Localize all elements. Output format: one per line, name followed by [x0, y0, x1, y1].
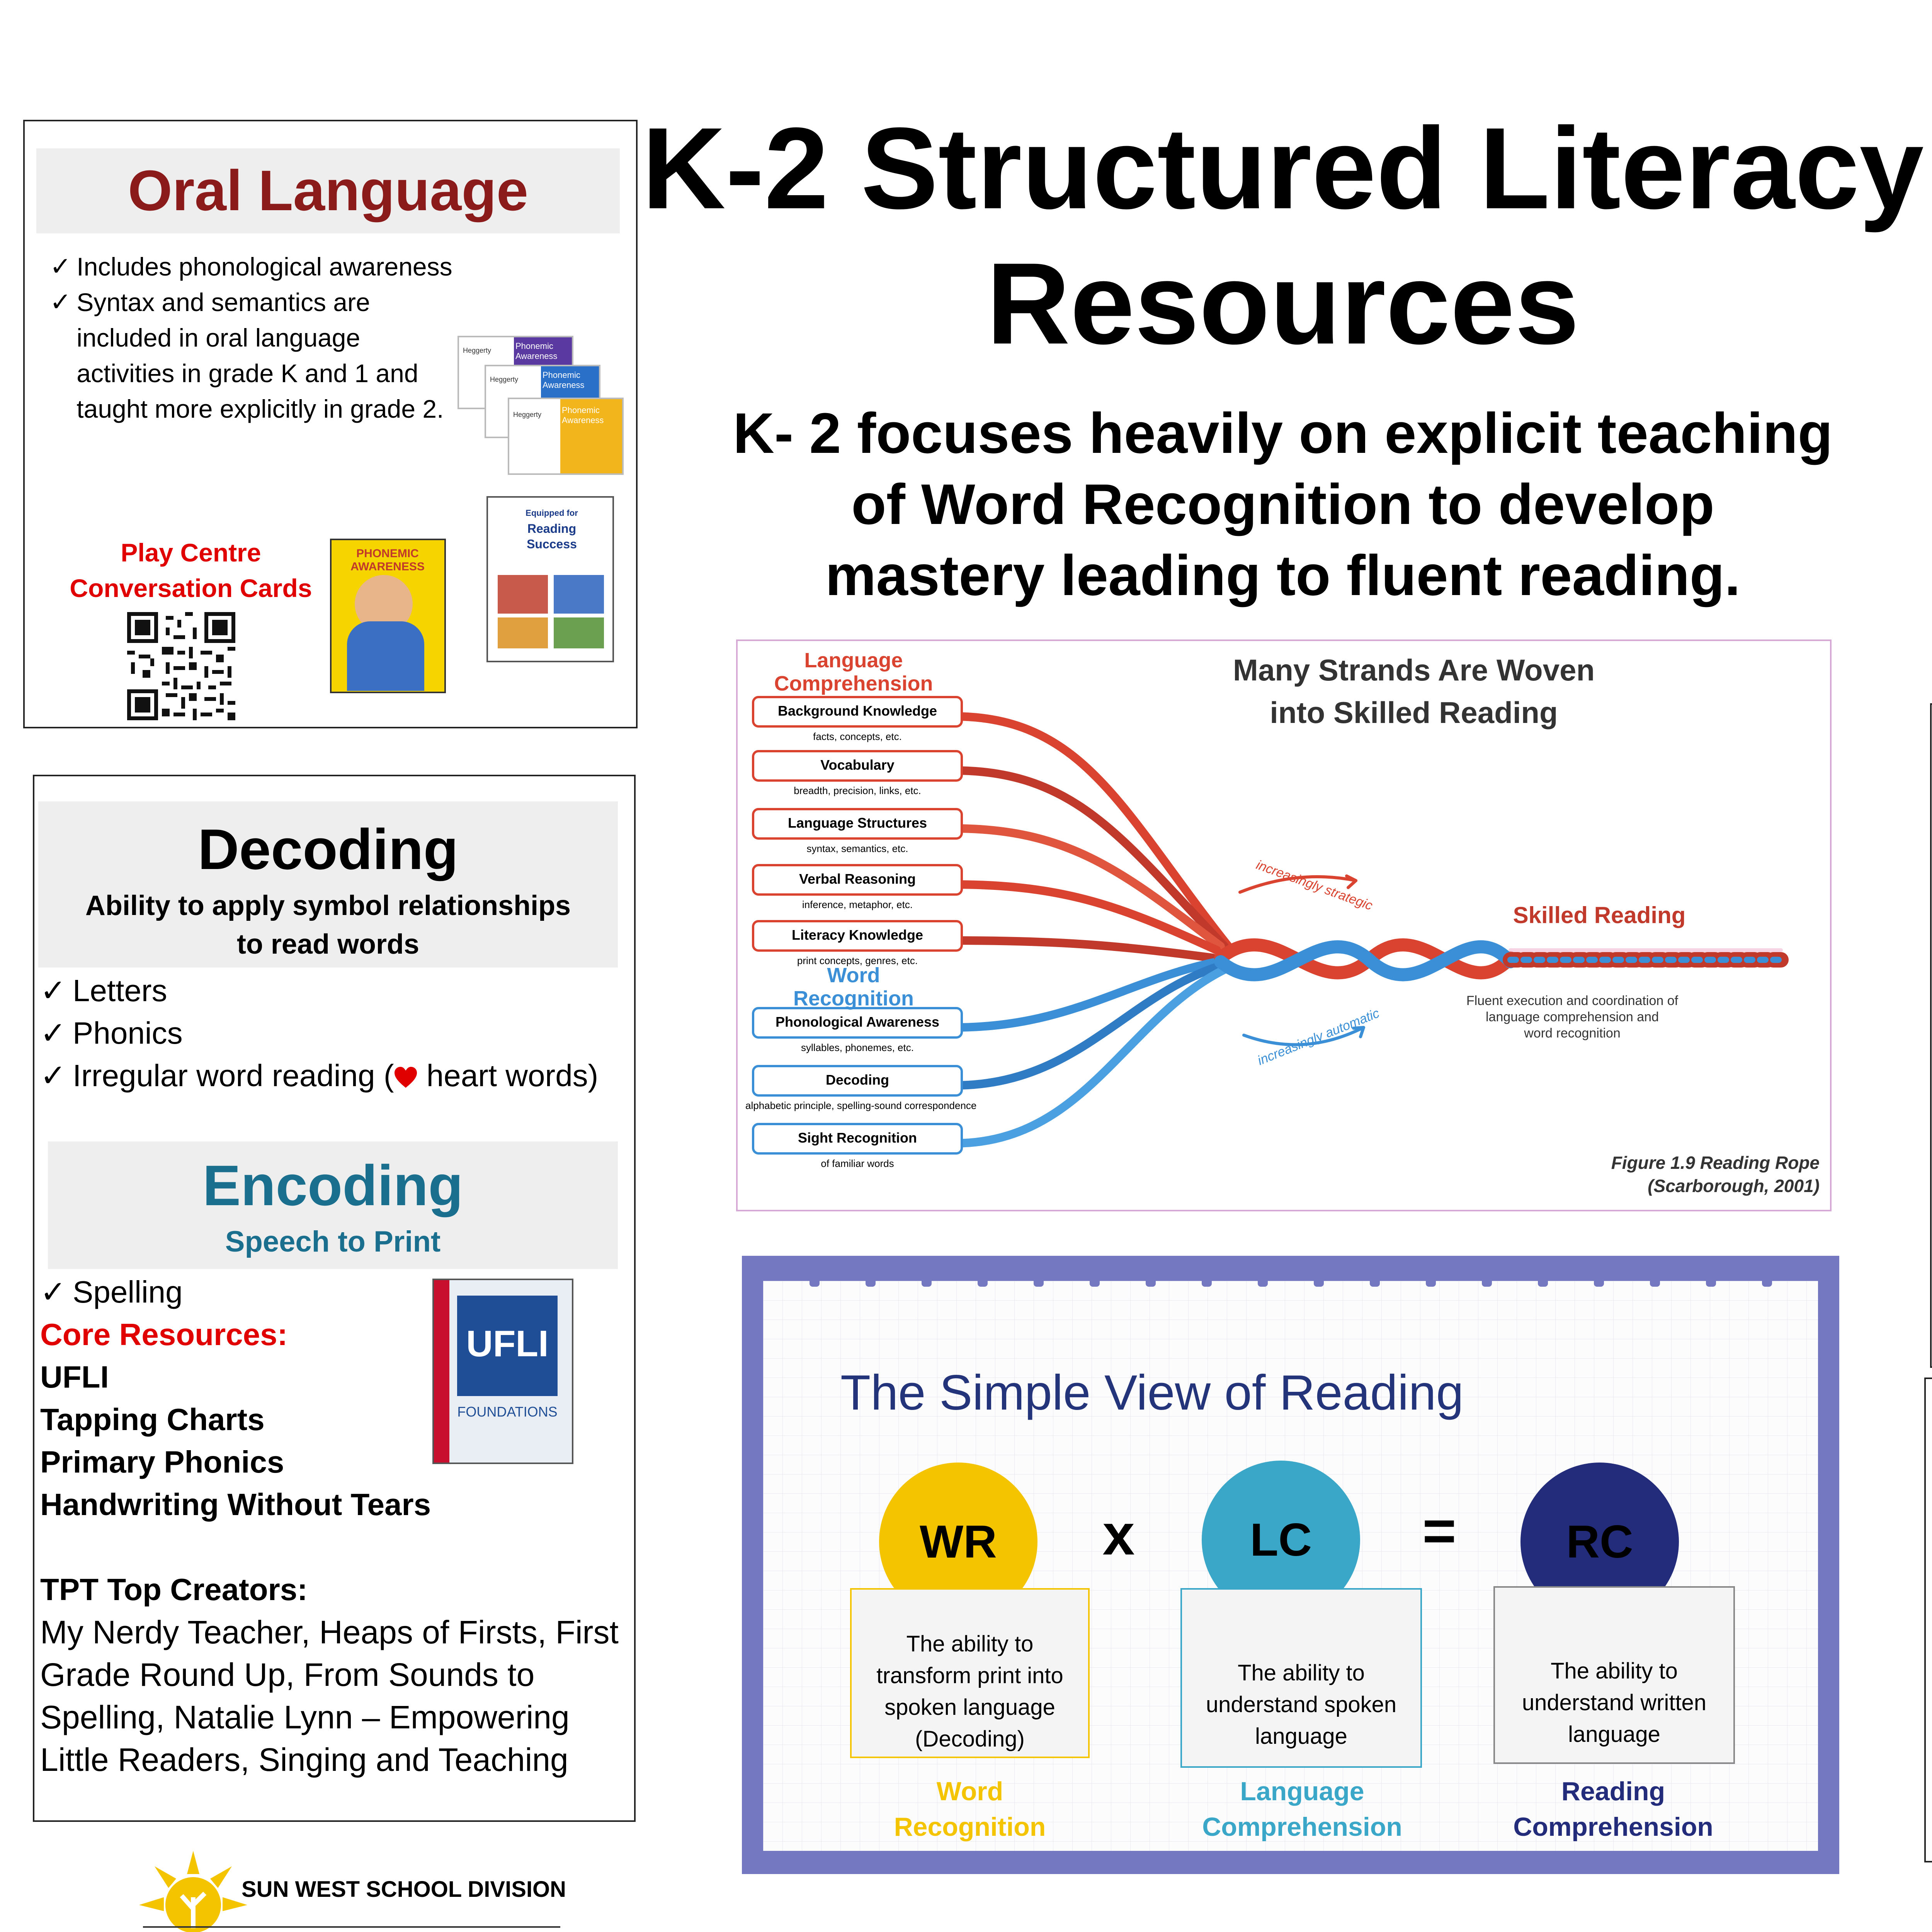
decoding-subheading-line2: to read words — [236, 929, 420, 960]
rope-strand — [753, 815, 962, 831]
heggerty-book-brand: Heggerty — [490, 376, 519, 383]
sun-west-logo-text: SUN WEST SCHOOL DIVISION — [242, 1877, 566, 1902]
rope-figure-caption-line1: Figure 1.9 Reading Rope — [1611, 1153, 1820, 1173]
wr-description — [850, 1588, 1090, 1758]
core-resources-label: Core Resources: — [40, 1317, 288, 1352]
equipped-reading-success-book — [486, 496, 614, 662]
rope-title-line1: Many Strands Are Woven — [1233, 653, 1595, 687]
rope-strand-note: inference, metaphor, etc. — [802, 899, 913, 910]
rope-strand-name: Sight Recognition — [798, 1130, 917, 1146]
rope-skilled-note — [1425, 993, 1719, 1041]
heggerty-book-brand: Heggerty — [513, 411, 542, 418]
rc-label-line1: Reading — [1561, 1777, 1665, 1806]
rc-label-line2: Comprehension — [1513, 1812, 1713, 1842]
core-resource-item: Tapping Charts — [40, 1402, 265, 1437]
page-subtitle-line3: mastery leading to fluent reading. — [825, 544, 1741, 607]
play-centre-label — [40, 535, 342, 606]
reading-comprehension-panel — [1930, 703, 1932, 1368]
wr-desc-line4: (Decoding) — [915, 1726, 1025, 1752]
heggerty-book-yellow — [508, 398, 624, 475]
rc-label — [1470, 1774, 1756, 1845]
rope-strand — [753, 1014, 962, 1030]
reading-rope-figure — [736, 639, 1832, 1211]
rope-strand-name: Background Knowledge — [777, 703, 937, 719]
rope-skilled-label: Skilled Reading — [1513, 902, 1686, 928]
ufli-sub-text: FOUNDATIONS — [457, 1404, 558, 1420]
wr-desc-line2: transform print into — [876, 1663, 1063, 1688]
rope-automatic-label: increasingly automatic — [1255, 1005, 1382, 1068]
rope-strategic-label: increasingly strategic — [1254, 857, 1375, 913]
rc-description — [1493, 1586, 1735, 1764]
equipped-book-line3: Success — [527, 537, 577, 551]
wr-desc-line3: spoken language — [884, 1695, 1055, 1720]
times-sign: x — [1102, 1502, 1135, 1567]
rope-strand-name: Verbal Reasoning — [799, 871, 916, 887]
assessment-panel — [1924, 1378, 1932, 1862]
heggerty-book-title: Phonemic Awareness — [562, 405, 604, 425]
core-resources — [40, 1313, 465, 1526]
rc-desc-line3: language — [1568, 1722, 1660, 1747]
page-subtitle-line1: K- 2 focuses heavily on explicit teaching — [733, 401, 1833, 465]
equipped-book-title — [496, 505, 608, 552]
lc-label-line1: Language — [1240, 1777, 1364, 1806]
rc-desc-line2: understand written — [1522, 1690, 1707, 1715]
simple-view-frame — [742, 1256, 1839, 1874]
rope-skilled-note-line2: language comprehension and — [1485, 1010, 1659, 1024]
phonemic-awareness-book-title: PHONEMIC AWARENESS — [350, 547, 425, 573]
rc-desc-line1: The ability to — [1551, 1658, 1678, 1684]
encoding-heading: Encoding — [202, 1154, 463, 1218]
rope-strand-note: syntax, semantics, etc. — [806, 843, 908, 854]
decoding-list — [40, 969, 620, 1097]
rope-figure-caption-line2: (Scarborough, 2001) — [1648, 1176, 1820, 1196]
decoding-heading: Decoding — [197, 818, 459, 881]
qr-code-icon[interactable] — [127, 612, 235, 720]
oral-language-heading: Oral Language — [36, 148, 620, 233]
simple-view-card — [763, 1281, 1818, 1851]
rope-strand-note: alphabetic principle, spelling-sound correspondence — [745, 1100, 977, 1111]
decoding-subheading — [38, 886, 618, 964]
rope-strand-note: breadth, precision, links, etc. — [794, 785, 921, 796]
rope-title-line2: into Skilled Reading — [1270, 696, 1558, 730]
heggerty-book-brand: Heggerty — [463, 347, 492, 354]
decoding-encoding-panel — [33, 775, 636, 1822]
wr-label-line2: Recognition — [894, 1812, 1046, 1842]
decoding-item-irregular — [40, 1054, 620, 1097]
lc-desc-line2: understand spoken — [1206, 1692, 1397, 1717]
wr-circle: WR — [879, 1463, 1037, 1621]
irregular-text-pre: Irregular word reading ( — [73, 1058, 394, 1093]
play-centre-line1: Play Centre — [121, 538, 261, 567]
rope-strand-name: Phonological Awareness — [775, 1014, 940, 1030]
tpt-creators: My Nerdy Teacher, Heaps of Firsts, First Grade Round Up, From Sounds to Spelling, Natalie Lynn – Empowering Little Readers, Singing and Teaching — [40, 1614, 619, 1778]
encoding-heading-box — [48, 1141, 618, 1269]
heggerty-book-title: Phonemic Awareness — [543, 370, 585, 390]
rope-strand-note: print concepts, genres, etc. — [797, 955, 918, 966]
rope-strand — [753, 757, 962, 773]
rope-strand — [753, 871, 962, 887]
wr-desc-line1: The ability to — [906, 1631, 1034, 1656]
lc-label-line2: Comprehension — [1202, 1812, 1402, 1842]
equipped-book-line2: Reading — [527, 522, 577, 536]
rope-skilled-note-line1: Fluent execution and coordination of — [1466, 993, 1679, 1008]
phonemic-awareness-book — [330, 539, 446, 693]
rope-lc-label — [761, 649, 946, 695]
lc-circle: LC — [1202, 1461, 1360, 1619]
wr-label — [840, 1774, 1099, 1845]
rope-lc-label-line2: Comprehension — [774, 672, 933, 695]
lc-description — [1180, 1588, 1422, 1768]
rope-wr-label — [761, 964, 946, 1010]
decoding-item: ✓ Phonics — [40, 1012, 620, 1054]
rope-strand-name: Literacy Knowledge — [791, 927, 923, 943]
equipped-book-line1: Equipped for — [526, 508, 578, 518]
page-title — [634, 100, 1932, 371]
wr-label-line1: Word — [936, 1777, 1003, 1806]
rope-strand — [753, 1072, 962, 1088]
encoding-item: ✓ Spelling — [40, 1271, 427, 1313]
oral-language-list — [50, 249, 459, 427]
rope-wr-label-line1: Word — [827, 964, 880, 987]
decoding-item: ✓ Letters — [40, 969, 620, 1012]
decoding-heading-box — [38, 801, 618, 968]
rope-strand-note: syllables, phonemes, etc. — [801, 1042, 914, 1053]
rope-strand-name: Language Structures — [787, 815, 927, 831]
oral-language-item: ✓ Includes phonological awareness — [50, 249, 459, 284]
lc-label — [1161, 1774, 1443, 1845]
rope-wr-label-line2: Recognition — [793, 987, 914, 1010]
rope-strand-name: Decoding — [825, 1072, 889, 1088]
rope-title — [1143, 649, 1684, 734]
page-subtitle — [657, 398, 1909, 611]
core-resource-item: Primary Phonics — [40, 1445, 284, 1479]
rope-strand — [753, 927, 962, 943]
equals-sign: = — [1422, 1498, 1456, 1563]
rc-circle: RC — [1520, 1463, 1679, 1621]
encoding-list — [40, 1271, 427, 1313]
rope-strand-note: facts, concepts, etc. — [813, 731, 902, 742]
oral-language-panel — [23, 120, 638, 728]
rope-strand — [753, 703, 962, 719]
ufli-foundations-book — [432, 1279, 573, 1464]
decoding-subheading-line1: Ability to apply symbol relationships — [85, 890, 571, 921]
ufli-logo-text: UFLI — [466, 1323, 549, 1364]
rope-skilled-note-line3: word recognition — [1524, 1026, 1621, 1041]
irregular-text-post: heart words) — [418, 1058, 599, 1093]
logo-underline — [143, 1926, 560, 1928]
lc-desc-line1: The ability to — [1238, 1660, 1365, 1685]
page-subtitle-line2: of Word Recognition to develop — [851, 473, 1714, 536]
page-title-line2: Resources — [986, 238, 1580, 368]
page-title-line1: K-2 Structured Literacy — [642, 103, 1924, 233]
tpt-label: TPT Top Creators: — [40, 1572, 308, 1607]
rope-strand-name: Vocabulary — [820, 757, 895, 773]
rope-figure-caption — [1530, 1151, 1820, 1197]
rope-strand — [753, 1130, 962, 1146]
play-centre-line2: Conversation Cards — [70, 574, 312, 602]
rope-lc-label-line1: Language — [804, 649, 903, 672]
rope-strand-note: of familiar words — [821, 1158, 894, 1169]
lc-desc-line3: language — [1255, 1724, 1347, 1749]
simple-view-title: The Simple View of Reading — [840, 1365, 1464, 1420]
sun-west-logo-icon — [139, 1851, 247, 1932]
oral-language-item: ✓ Syntax and semantics are included in oral language activities in grade K and 1 and taught more explicitly in grade 2. — [50, 284, 459, 427]
core-resource-item: Handwriting Without Tears — [40, 1487, 431, 1522]
heart-icon — [394, 1066, 418, 1088]
heggerty-book-title: Phonemic Awareness — [515, 341, 558, 361]
encoding-subheading: Speech to Print — [225, 1225, 441, 1258]
core-resource-item: UFLI — [40, 1360, 109, 1394]
